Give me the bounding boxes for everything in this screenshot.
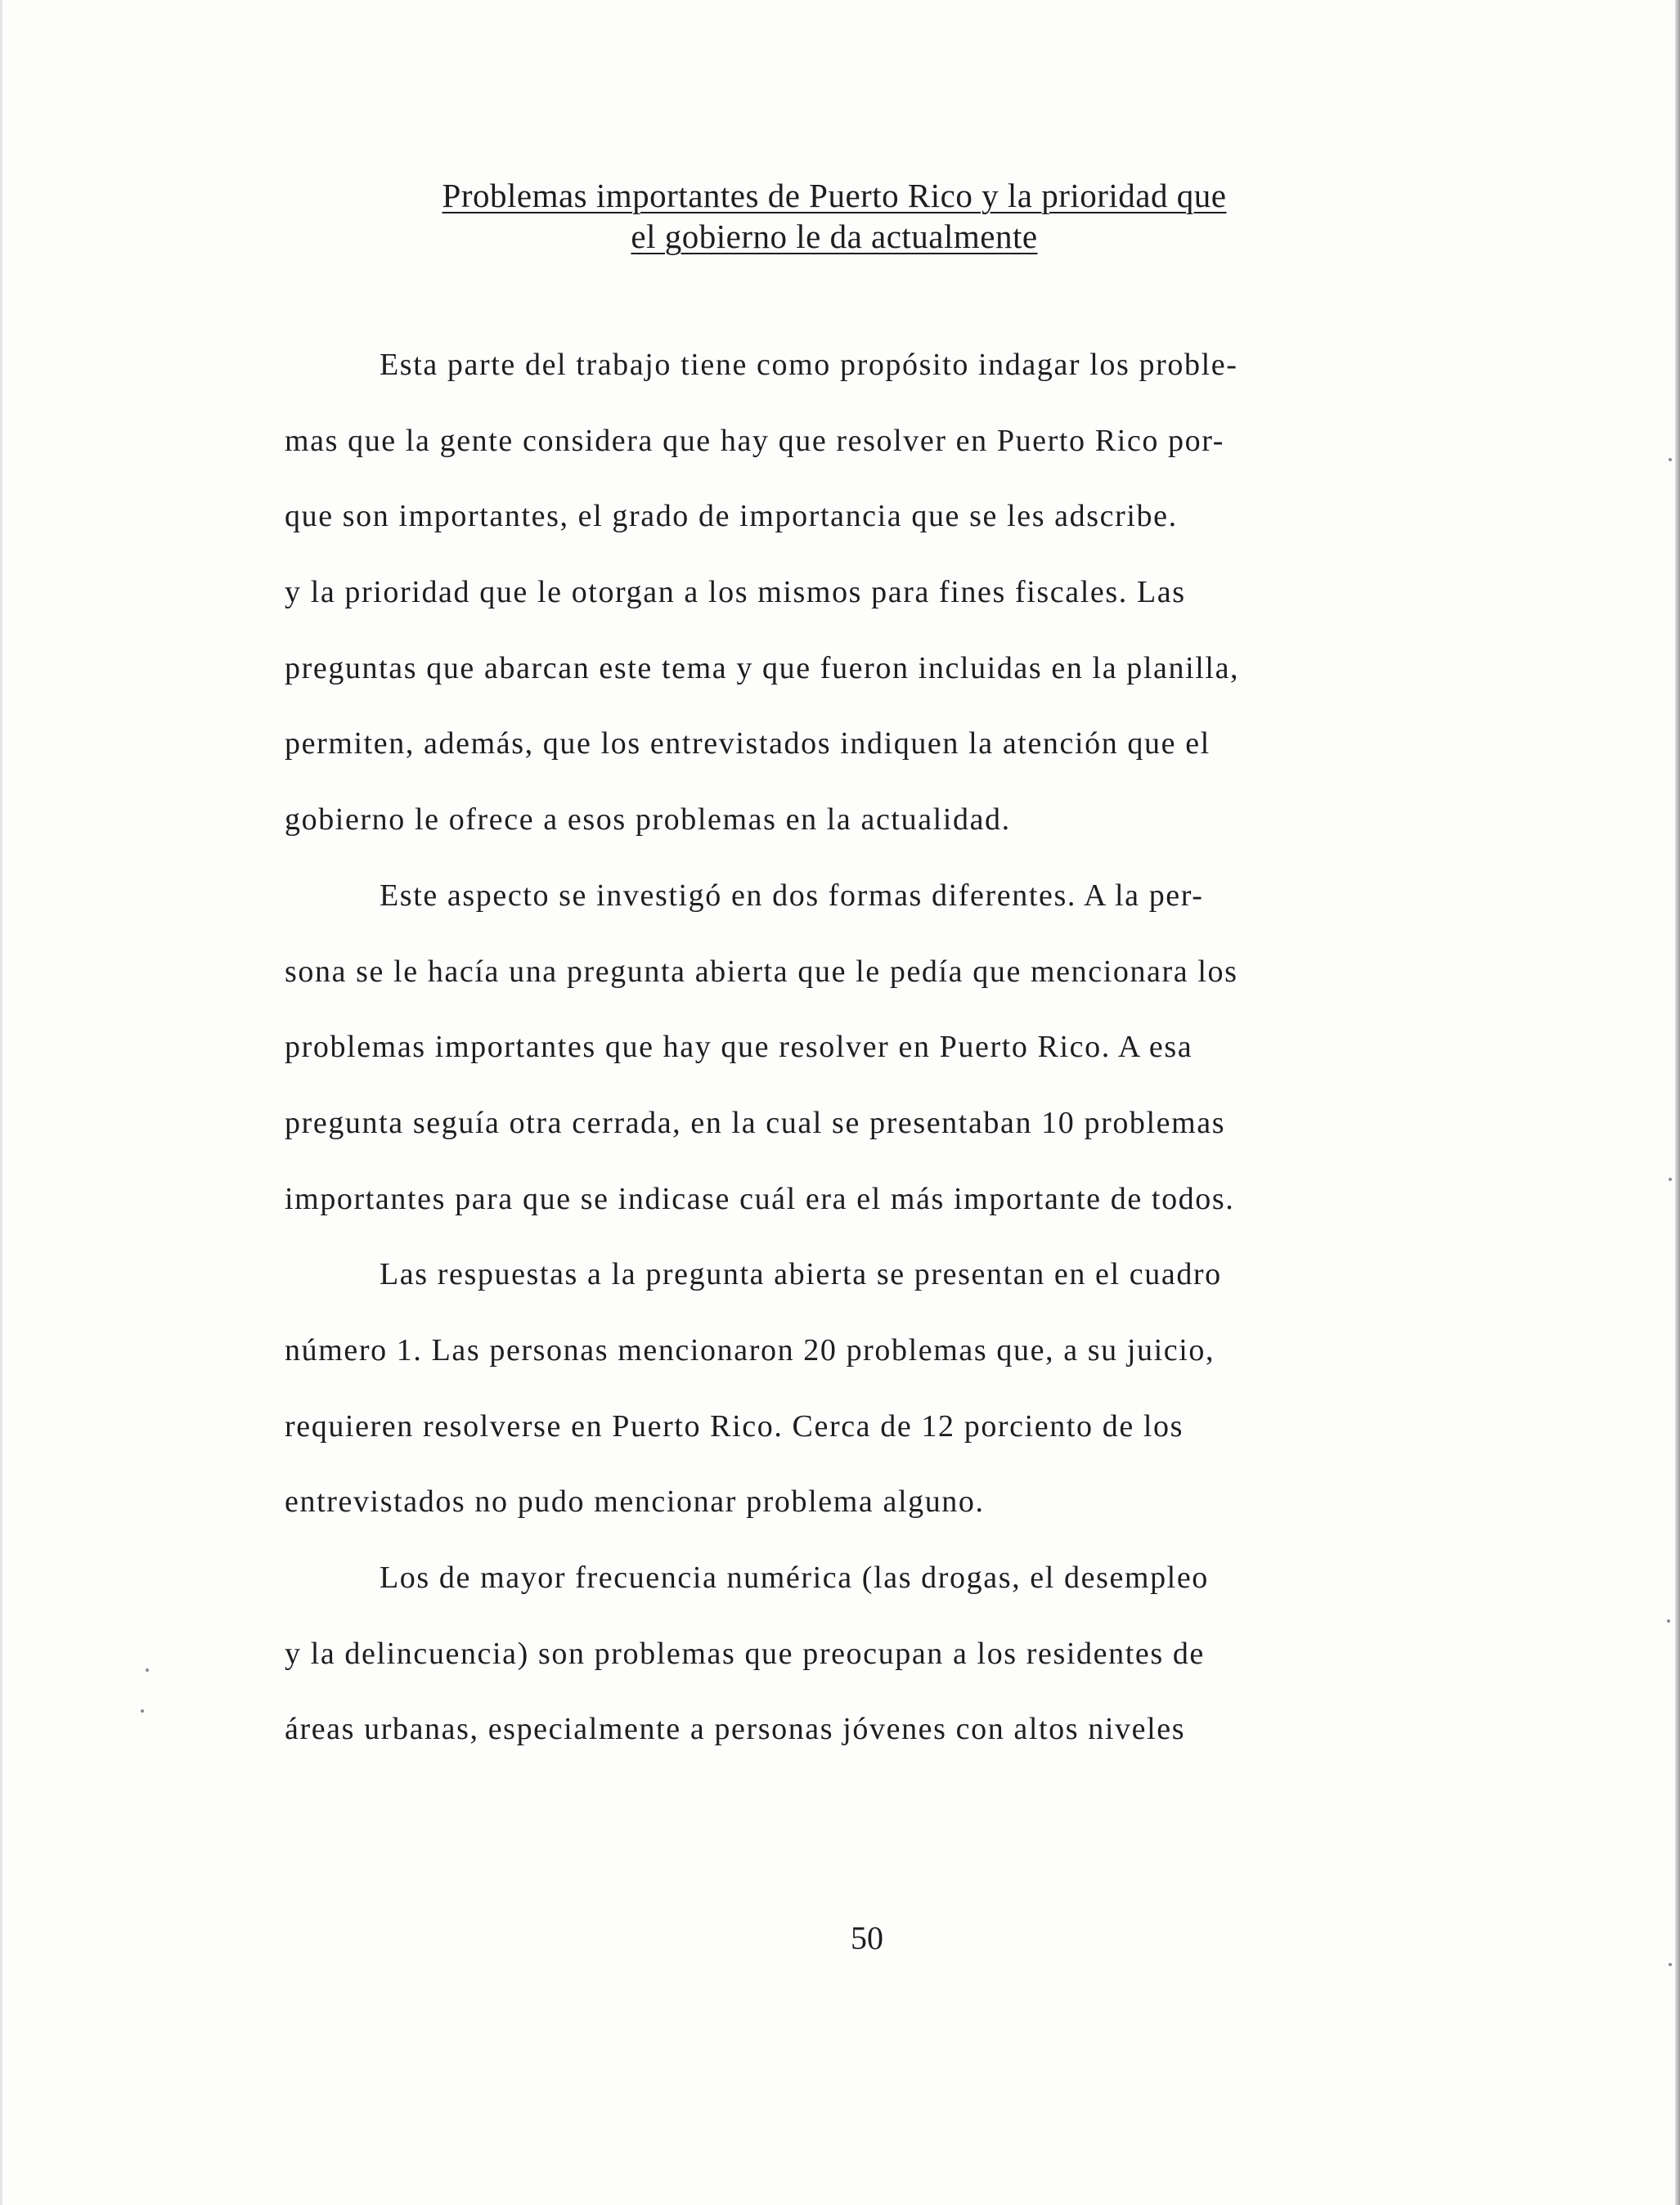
scan-speck (1669, 1178, 1672, 1181)
body-line: problemas importantes que hay que resolver en Puerto Rico. A esa (285, 1030, 1193, 1065)
body-line: sona se le hacía una pregunta abierta que le pedía que mencionara los (285, 954, 1238, 989)
body-line: y la prioridad que le otorgan a los mismos para fines fiscales. Las (285, 575, 1186, 610)
body-line: gobierno le ofrece a esos problemas en la actualidad. (285, 802, 1011, 838)
scan-speck (141, 1709, 144, 1713)
body-text (285, 327, 1471, 1767)
body-line: requieren resolverse en Puerto Rico. Cerca de 12 porciento de los (285, 1408, 1184, 1444)
scan-speck (1669, 458, 1672, 461)
body-line: mas que la gente considera que hay que resolver en Puerto Rico por- (285, 423, 1224, 458)
title-line-2: el gobierno le da actualmente (631, 218, 1038, 255)
body-line: pregunta seguía otra cerrada, en la cual se presentaban 10 problemas (285, 1105, 1226, 1140)
scan-speck (1669, 1963, 1672, 1966)
body-line: Este aspecto se investigó en dos formas diferentes. A la per- (380, 878, 1204, 913)
page-left-edge (0, 0, 2, 2205)
body-line: permiten, además, que los entrevistados indiquen la atención que el (285, 726, 1211, 761)
title-line-1: Problemas importantes de Puerto Rico y la prioridad que (442, 177, 1227, 214)
body-line: y la delincuencia) son problemas que preocupan a los residentes de (285, 1636, 1205, 1671)
body-line: importantes para que se indicase cuál era el más importante de todos. (285, 1181, 1235, 1216)
scan-speck (1667, 1619, 1670, 1623)
document-title (245, 175, 1423, 257)
scan-speck (146, 1668, 149, 1672)
body-line: Esta parte del trabajo tiene como propósito indagar los proble- (380, 348, 1238, 382)
page-right-edge (1675, 0, 1680, 2205)
body-line: número 1. Las personas mencionaron 20 problemas que, a su juicio, (285, 1332, 1215, 1367)
body-line: preguntas que abarcan este tema y que fueron incluidas en la planilla, (285, 650, 1240, 685)
body-line: Las respuestas a la pregunta abierta se presentan en el cuadro (380, 1257, 1222, 1292)
body-line: áreas urbanas, especialmente a personas jóvenes con altos niveles (285, 1712, 1186, 1747)
body-line: que son importantes, el grado de importancia que se les adscribe. (285, 499, 1178, 534)
body-line: entrevistados no pudo mencionar problema alguno. (285, 1484, 985, 1520)
body-line: Los de mayor frecuencia numérica (las drogas, el desempleo (380, 1561, 1209, 1595)
page-number: 50 (851, 1920, 883, 1956)
